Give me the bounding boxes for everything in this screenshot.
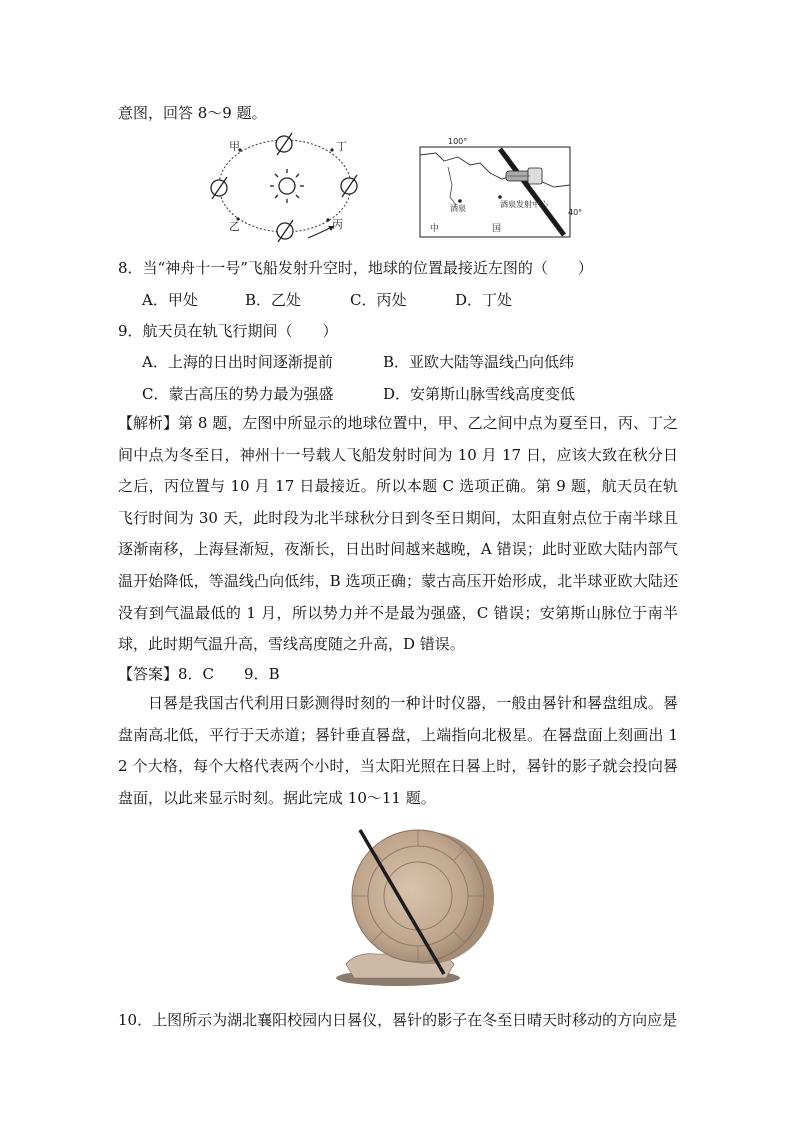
earth-right-icon bbox=[341, 175, 357, 197]
center-label: 酒泉发射中心 bbox=[500, 200, 548, 209]
country-left-label: 中 bbox=[430, 224, 440, 234]
earth-bottom-icon bbox=[277, 220, 293, 242]
sun-icon bbox=[270, 169, 304, 203]
q9-option-b: B．亚欧大陆等温线凸向低纬 bbox=[383, 353, 575, 371]
lat-label: 40° bbox=[568, 208, 583, 217]
q8-stem: 8．当“神舟十一号”飞船发射升空时，地球的位置最接近左图的（ ） bbox=[118, 259, 593, 277]
city-label: 酒泉 bbox=[450, 204, 466, 213]
earth-top-icon bbox=[276, 133, 292, 155]
sundial-image bbox=[316, 824, 506, 990]
q9-option-a: A．上海的日出时间逐渐提前 bbox=[142, 353, 333, 371]
earth-left-icon bbox=[211, 177, 227, 199]
q8-option-a: A．甲处 bbox=[142, 291, 198, 309]
label-jia: 甲 bbox=[229, 140, 240, 153]
q9-option-d: D．安第斯山脉雪线高度变低 bbox=[383, 385, 576, 403]
answer-line: 【答案】8．C 9．B bbox=[118, 665, 280, 683]
label-ding: 丁 bbox=[336, 140, 347, 153]
orbit-figure bbox=[210, 128, 370, 248]
label-bing: 丙 bbox=[332, 218, 343, 231]
map-figure bbox=[418, 135, 583, 241]
label-yi: 乙 bbox=[229, 220, 240, 233]
q10-stem: 10．上图所示为湖北襄阳校园内日晷仪，晷针的影子在冬至日晴天时移动的方向应是 bbox=[118, 1011, 678, 1029]
analysis-paragraph: 【解析】第 8 题，左图中所显示的地球位置中，甲、乙之间中点为夏至日，丙、丁之间中点为冬至日，神州十一号载人飞船发射时间为 10 月 17 日，应该大致在秋分日之后，丙位置与 10 月 17 日最接近。所以本题 C 选项正确。第 9 题，航天员在轨飞行时间为 30 天，此时段为北半球秋分日到冬至日期间，太阳直射点位于南半球且逐渐南移，上海昼渐短，夜渐长，日出时间越来越晚，A 错误；此时亚欧大陆内部气温开始降低，等温线凸向低纬，B 选项正确；蒙古高压开始形成，北半球亚欧大陆还没有到气温最低的 1 月，所以势力并不是最为强盛，C 错误；安第斯山脉位于南半球，此时期气温升高，雪线高度随之升高，D 错误。 bbox=[118, 414, 678, 654]
intro-line: 意图，回答 8～9 题。 bbox=[118, 104, 267, 122]
q8-option-b: B．乙处 bbox=[245, 291, 302, 309]
q9-option-c: C．蒙古高压的势力最为强盛 bbox=[142, 385, 334, 403]
q9-stem: 9．航天员在轨飞行期间（ ） bbox=[118, 322, 338, 340]
q8-option-c: C．丙处 bbox=[350, 291, 407, 309]
sundial-paragraph: 日晷是我国古代利用日影测得时刻的一种计时仪器，一般由晷针和晷盘组成。晷盘南高北低，平行于天赤道；晷针垂直晷盘，上端指向北极星。在晷盘面上刻画出 12 个大格，每个大格代表两个小时，当太阳光照在日晷上时，晷针的影子就会投向晷盘面，以此来显示时刻。据此完成 10～11 题。 bbox=[118, 694, 678, 807]
q8-option-d: D．丁处 bbox=[455, 291, 513, 309]
country-right-label: 国 bbox=[492, 224, 502, 234]
lon-label: 100° bbox=[448, 137, 468, 146]
